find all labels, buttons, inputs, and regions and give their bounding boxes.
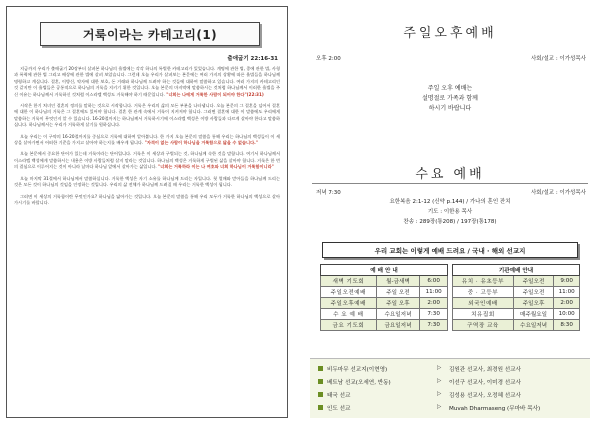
square-bullet-icon — [318, 366, 323, 371]
service-day: 주일 오전 — [376, 287, 420, 298]
table-row — [321, 320, 448, 331]
worship-schedule-header: 예 배 안 내 — [321, 265, 448, 276]
table-row — [321, 309, 448, 320]
arrow-right-icon: ▷ — [437, 365, 442, 371]
arrow-right-icon: ▷ — [437, 378, 442, 384]
sermon-title: 거룩이라는 카테고리(1) — [40, 22, 260, 46]
sermon-body — [14, 66, 280, 211]
afternoon-title: 주일오후예배 — [403, 26, 497, 41]
sermon-scripture: 출애굽기 22:16-31 — [227, 56, 278, 62]
square-bullet-icon — [318, 405, 323, 410]
service-day: 수요일저녁 — [513, 320, 553, 331]
education-schedule-table — [452, 264, 580, 331]
square-bullet-icon — [318, 379, 323, 384]
service-time: 2:00 — [554, 298, 580, 309]
mission-field: 인도 선교 — [327, 406, 351, 412]
service-time: 8:30 — [554, 320, 580, 331]
table-row — [321, 298, 448, 309]
afternoon-note-line: 하시기 바랍니다 — [428, 105, 472, 112]
wednesday-scripture: 요한복음 2:1-12 (신약 p.144) / 가나의 혼인 잔치 — [389, 199, 511, 205]
arrow-right-icon: ▷ — [437, 391, 442, 397]
service-name: 유치 · 유초등부 — [453, 276, 514, 287]
wednesday-hymn: 찬송 : 289장(통208) / 197장(통178) — [403, 219, 497, 225]
wednesday-officiant: 사회/설교 : 이가성목사 — [530, 190, 586, 196]
sermon-p3: 오늘 우리는 이 구약의 16-20절까지를 중심으로 거룩에 대하여 알아봅니다. 한 가지 오늘 본문의 말씀을 통해 우리는 하나님의 백성들이 이 세상을 살아가면서 어떠한 기준을 가지고 살아야 하는지를 배우게 됩니다. — [14, 133, 280, 146]
table-row — [453, 298, 580, 309]
service-day: 주일오전 — [513, 276, 553, 287]
service-time: 9:00 — [554, 276, 580, 287]
missions-list — [310, 358, 590, 418]
afternoon-note — [300, 84, 600, 114]
wednesday-prayer: 기도 : 이한용 목사 — [427, 209, 473, 215]
sermon-p6: 그러면 이 세상의 거룩함이란 무엇인가요? 하나님을 닮아가는 것입니다. 오늘 본문의 말씀을 통해 우리 모두가 거룩한 하나님의 백성으로 살아가시기를 바랍니다. — [14, 193, 280, 205]
afternoon-note-line: 주일 오후 예배는 — [427, 85, 473, 92]
service-day: 주일오후 — [513, 298, 553, 309]
service-time: 11:00 — [420, 287, 448, 298]
list-item — [318, 378, 582, 386]
service-name: 새벽 기도회 — [321, 276, 377, 287]
service-name: 구역장 교육 — [453, 320, 514, 331]
service-name: 주일오전예배 — [321, 287, 377, 298]
service-name: 외국인예배 — [453, 298, 514, 309]
sermon-p4-highlight: "너희는 거룩하라 이는 나 여호와 너희 하나님이 거룩함이니라" — [158, 164, 274, 170]
missionaries: 김성용 선교사, 오정혜 선교사 — [449, 393, 521, 399]
divider — [312, 183, 588, 184]
sermon-p4: 오늘 본문에서 중요한 단어가 있는데 거룩이라는 단어입니다. 거룩은 이 세상과 구별되는 것, 하나님께 속한 것을 말합니다. 여기서 하나님께서 이스라엘 백성에게 말씀하시는 내용은 이방 사람들처럼 살지 말라는 것입니다. 하나님의 백성은 거룩하게 구별된 삶을 살아야 합니다. 거룩은 한 번의 결심으로 이루어지는 것이 아니라 날마다 하나님 앞에서 살아가는 삶입니다. — [14, 151, 280, 170]
education-schedule-header: 기관예배 안내 — [453, 265, 580, 276]
service-day: 주일 오후 — [376, 298, 420, 309]
square-bullet-icon — [318, 392, 323, 397]
service-name: 치유집회 — [453, 309, 514, 320]
service-day: 수요일저녁 — [376, 309, 420, 320]
table-row — [453, 287, 580, 298]
arrow-right-icon: ▷ — [437, 404, 442, 410]
sermon-p5: 오늘 마지막 31절에서 하나님께서 말씀하십니다. 거룩한 백성은 자기 소유를 하나님께 드리는 자입니다. 첫 열매와 맏아들을 하나님께 드리는 것은 모든 것이 하나님의 것임을 인정하는 것입니다. 우리의 삶 전체가 하나님께 드려질 때 우리는 거룩한 백성이 됩니다. — [14, 175, 280, 188]
missionaries: 김원관 선교사, 최경원 선교사 — [449, 367, 521, 373]
service-time: 2:00 — [420, 298, 448, 309]
service-time: 11:00 — [554, 287, 580, 298]
service-name: 수 요 예 배 — [321, 309, 377, 320]
worship-schedule-table — [320, 264, 448, 331]
mission-field: 베트남 선교(오세연, 반동) — [327, 380, 391, 386]
list-item — [318, 391, 582, 399]
table-row — [453, 320, 580, 331]
table-row — [321, 276, 448, 287]
table-row — [321, 287, 448, 298]
table-row — [453, 276, 580, 287]
service-name: 금요 기도회 — [321, 320, 377, 331]
table-row — [453, 309, 580, 320]
list-item — [318, 365, 582, 373]
afternoon-note-line: 설명절로 가족과 함께 — [422, 95, 478, 102]
afternoon-meta — [316, 54, 586, 62]
afternoon-officiant: 사회/설교 : 이가성목사 — [530, 56, 586, 62]
service-day: 금요일저녁 — [376, 320, 420, 331]
service-name: 주일오후예배 — [321, 298, 377, 309]
service-time: 6:00 — [420, 276, 448, 287]
mission-field: 태국 선교 — [327, 393, 351, 399]
service-time: 7:30 — [420, 320, 448, 331]
service-day: 월-금새벽 — [376, 276, 420, 287]
list-item — [318, 404, 582, 412]
sermon-p2: 시작은 한기 처녀인 결혼의 정의를 말하는 것으로 시작합니다. 거룩은 우리의 삶의 모든 부분을 나타냅니다. 오늘 본문의 그 결혼을 넘어서 결혼에 대한 이 하나님의 거룩은 그 결혼에도 있어야 합니다. 결혼 한 관계 속에서 거룩이 지켜져야 합니다. 그러면 결혼에 대한 이 말씀에도 우리에게 말씀하는 거룩이 무엇인지 알 수 있습니다. 16-20절까지는 하나님께서 거룩하시기에 이스라엘 백성은 이방 사람들과 다르게 살아야 한다고 말씀하십니다. 하나님께서는 우리가 거룩하게 살기를 원하십니다. — [14, 103, 280, 128]
mission-field: 비두마무 선교지(이현영) — [327, 367, 388, 373]
missionaries: Muvah Dharmaseng (무마바 목사) — [449, 406, 541, 412]
wednesday-meta — [316, 188, 586, 196]
service-time: 7:30 — [420, 309, 448, 320]
wednesday-title: 수요 예배 — [415, 167, 485, 182]
missionaries: 이선구 선교사, 이미경 선교사 — [449, 380, 521, 386]
bulletin-page — [300, 0, 600, 424]
sermon-p1-highlight: "너희는 나에게 거룩한 사람이 되어야 한다"(22:31) — [166, 91, 264, 97]
sermon-p3-highlight: "자격이 없는 사람이 하나님을 거룩함으로 닮을 수 없습니다." — [144, 140, 258, 146]
worship-banner: 우리 교회는 이렇게 예배 드려요 / 국내 · 해외 선교지 — [322, 242, 578, 258]
service-day: 주일오전 — [513, 287, 553, 298]
wednesday-time: 저녁 7:30 — [316, 190, 341, 196]
service-time: 10:00 — [554, 309, 580, 320]
service-day: 매주월요일 — [513, 309, 553, 320]
service-name: 중 · 고등부 — [453, 287, 514, 298]
afternoon-time: 오후 2:00 — [316, 56, 341, 62]
sermon-p1: 지금까지 우리가 출애굽기 20장부터 살펴본 하나님의 율법에는 각각 하나의 특별한 카테고리가 있었습니다. 계명에 관한 법, 종에 관한 법, 사형과 폭력에 관한 법 그리고 배상에 관한 법에 살펴 보았습니다. 그런데 오늘 우리가 살펴보는 본문에는 여러 가지의 상황에 따른 율법들을 하나님께 명령하고 계십니다. 결혼, 이방신, 약자에 대한 보호, 돈 거래와 하나님께 드려야 하는 것들에 대하여 말씀하고 있습니다. 여러 가지의 카테고리인 것 같지만 이 율법들은 공통적으로 하나님의 거룩을 지키기 위한 것입니다. 오늘 본문의 마지막에 말씀하시는 것처럼 하나님께서 이러한 율법을 주신 이유는 하나님께서 거룩하신 것처럼 이스라엘 백성도 거룩해야 하기 때문입니다. — [14, 66, 280, 97]
